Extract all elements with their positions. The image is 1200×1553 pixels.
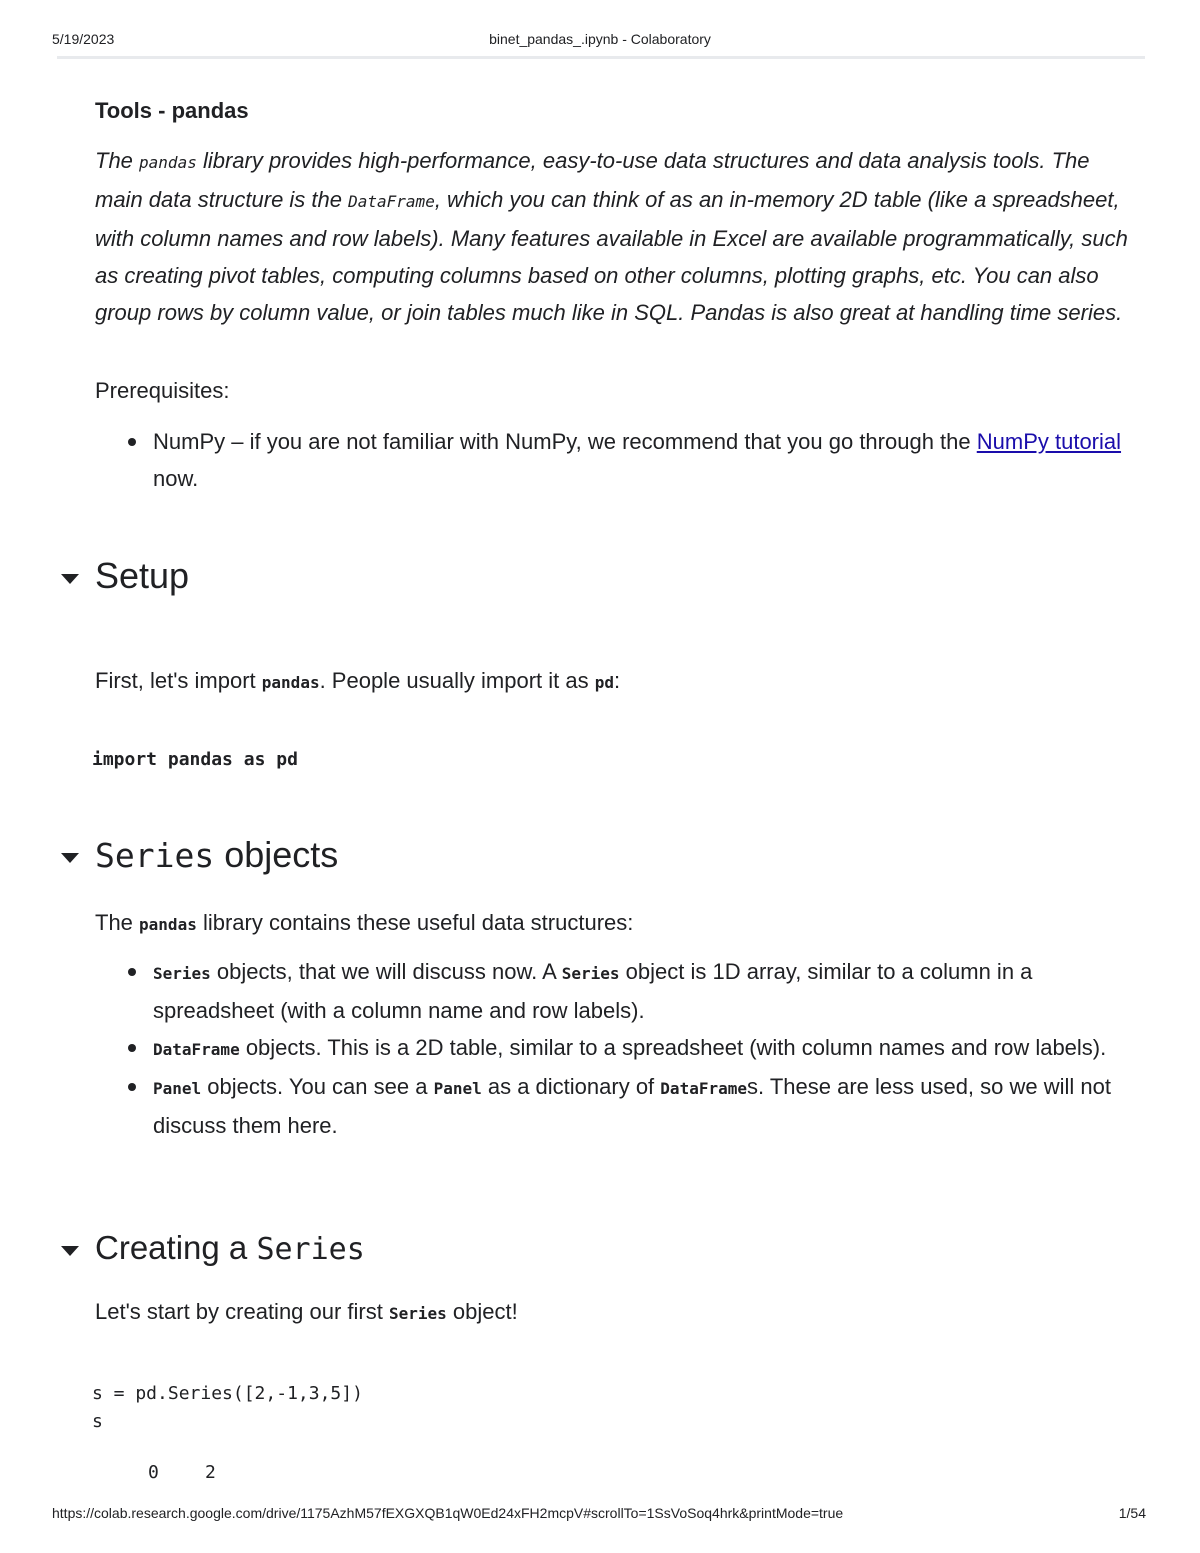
output-value: 2: [205, 1462, 216, 1483]
section-title-creating-series: Creating a Series: [95, 1229, 365, 1267]
inline-code-dataframe: DataFrame: [348, 192, 435, 211]
list-item: NumPy – if you are not familiar with NumPy, we recommend that you go through the NumPy tutorial now.: [95, 423, 1140, 497]
collapse-arrow-icon[interactable]: [61, 574, 79, 584]
list-item: Panel objects. You can see a Panel as a dictionary of DataFrames. These are less used, so we will not discuss them here.: [95, 1068, 1140, 1144]
collapse-arrow-icon[interactable]: [61, 1246, 79, 1256]
inline-code-pd: pd: [594, 673, 614, 692]
creating-paragraph: Let's start by creating our first Series object!: [95, 1299, 518, 1324]
inline-code-pandas: pandas: [139, 153, 197, 172]
header-divider: [57, 56, 1145, 59]
collapse-arrow-icon[interactable]: [61, 853, 79, 863]
intro-paragraph: The pandas library provides high-performance, easy-to-use data structures and data analysis tools. The main data structure is the DataFrame, which you can think of as an in-memory 2D table (like a spreadsheet, with column names and row labels). Many features available in Excel are available programmatically, such as creating pivot tables, computing columns based on other columns, plotting graphs, etc. You can also group rows by column value, or join tables much like in SQL. Pandas is also great at handling time series.: [95, 148, 1128, 325]
list-item: Series objects, that we will discuss now. A Series object is 1D array, similar to a column in a spreadsheet (with a column name and row labels).: [95, 953, 1140, 1029]
print-url: https://colab.research.google.com/drive/1175AzhM57fEXGXQB1qW0Ed24xFH2mcpV#scrollTo=1SsVoSoq4hrk&printMode=true: [52, 1505, 844, 1521]
notebook-heading: Tools - pandas: [95, 98, 249, 123]
numpy-tutorial-link[interactable]: NumPy tutorial: [976, 429, 1122, 454]
prerequisites-list: [95, 423, 1140, 497]
list-item: DataFrame objects. This is a 2D table, similar to a spreadsheet (with column names and row labels).: [95, 1029, 1140, 1068]
inline-code-series: Series: [388, 1304, 447, 1323]
page-number: 1/54: [1118, 1505, 1146, 1521]
setup-paragraph: First, let's import pandas. People usually import it as pd:: [95, 668, 621, 693]
inline-code-pandas: pandas: [139, 915, 197, 934]
code-cell-create-series[interactable]: s = pd.Series([2,-1,3,5]) s: [92, 1383, 363, 1432]
data-structures-list: [95, 953, 1140, 1144]
print-date: 5/19/2023: [52, 31, 115, 47]
code-cell-import[interactable]: import pandas as pd: [92, 749, 298, 770]
print-header: [0, 0, 1200, 58]
series-intro-paragraph: The pandas library contains these useful data structures:: [95, 910, 634, 935]
print-title: binet_pandas_.ipynb - Colaboratory: [489, 31, 711, 47]
inline-code-pandas: pandas: [261, 673, 320, 692]
prerequisites-label: Prerequisites:: [95, 378, 230, 403]
output-index: 0: [148, 1462, 159, 1483]
section-title-setup: Setup: [95, 555, 190, 596]
section-title-series-objects: Series objects: [95, 834, 339, 875]
